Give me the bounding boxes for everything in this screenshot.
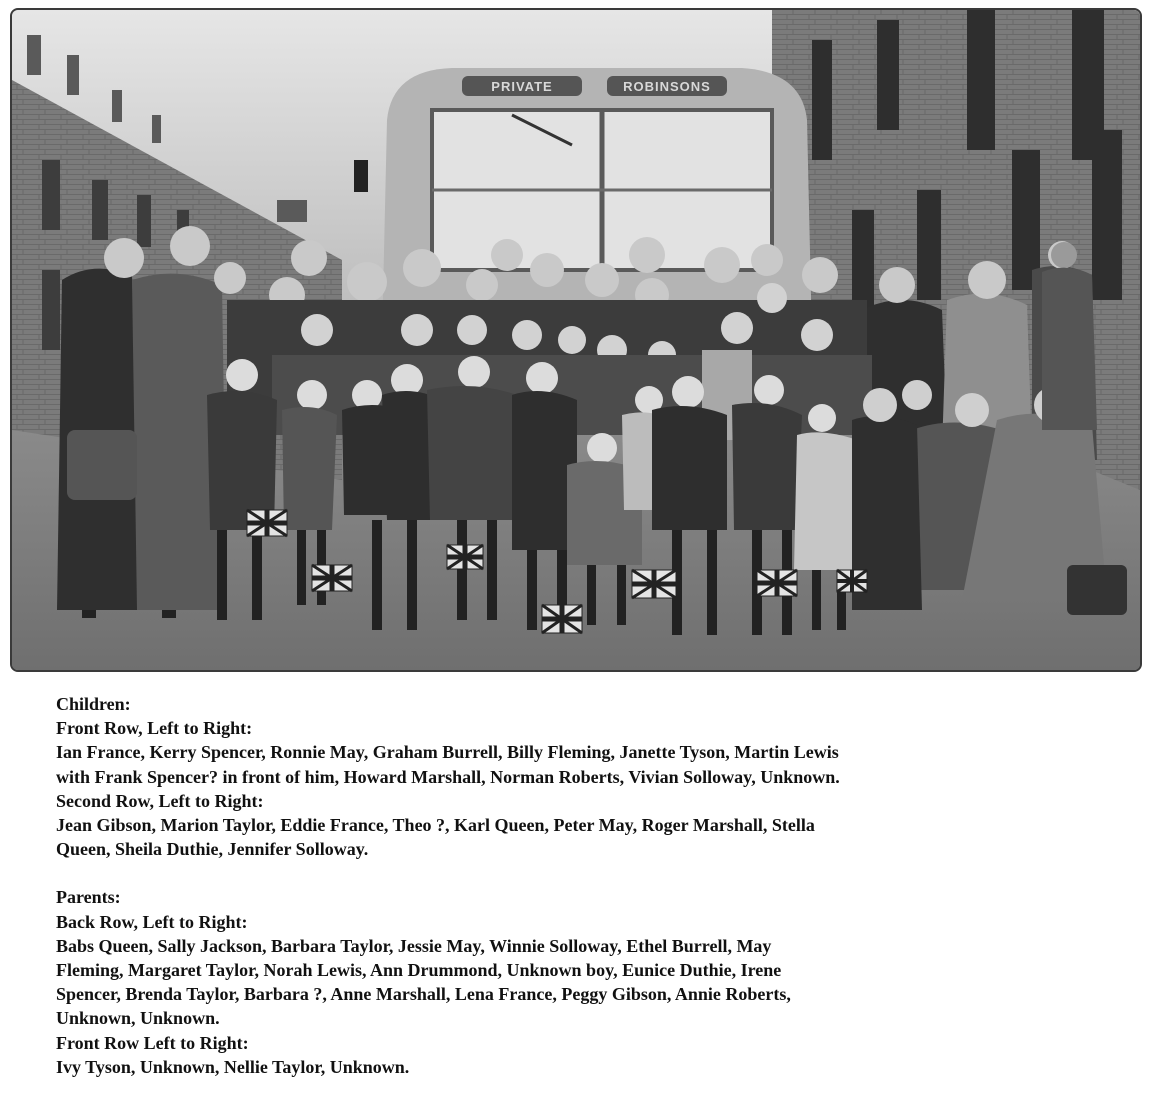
children-second-row-names-2: Queen, Sheila Duthie, Jennifer Solloway. xyxy=(56,839,369,860)
children-front-row-names-1: Ian France, Kerry Spencer, Ronnie May, Graham Burrell, Billy Fleming, Janette Tyson, Martin Lewis xyxy=(56,742,839,763)
parents-back-row-names-2: Fleming, Margaret Taylor, Norah Lewis, Ann Drummond, Unknown boy, Eunice Duthie, Irene xyxy=(56,960,782,981)
parents-heading: Parents: xyxy=(56,887,121,908)
parents-back-row-names-4: Unknown, Unknown. xyxy=(56,1008,220,1029)
photo-illustration xyxy=(12,10,1140,670)
group-photograph xyxy=(10,8,1142,672)
children-second-row-heading: Second Row, Left to Right: xyxy=(56,790,264,811)
parents-back-row-names-1: Babs Queen, Sally Jackson, Barbara Taylor, Jessie May, Winnie Solloway, Ethel Burrell, May xyxy=(56,935,772,956)
children-heading: Children: xyxy=(56,694,131,714)
parents-back-row-heading: Back Row, Left to Right: xyxy=(56,911,248,932)
coach-bus xyxy=(354,68,812,340)
parents-front-row-heading: Front Row Left to Right: xyxy=(56,1032,249,1053)
children-front-row-names-2: with Frank Spencer? in front of him, Howard Marshall, Norman Roberts, Vivian Solloway, Unknown. xyxy=(56,766,840,787)
section-gap xyxy=(56,861,1016,885)
children-second-row-names-1: Jean Gibson, Marion Taylor, Eddie France, Theo ?, Karl Queen, Peter May, Roger Marshall, Stella xyxy=(56,815,815,836)
photo-caption xyxy=(56,692,1016,1079)
bus-sign-left: PRIVATE xyxy=(491,79,553,94)
parents-back-row-names-3: Spencer, Brenda Taylor, Barbara ?, Anne Marshall, Lena France, Peggy Gibson, Annie Roberts, xyxy=(56,984,791,1005)
bus-sign-right: ROBINSONS xyxy=(623,79,711,94)
children-front-row-heading: Front Row, Left to Right: xyxy=(56,718,253,739)
parents-front-row-names-1: Ivy Tyson, Unknown, Nellie Taylor, Unknown. xyxy=(56,1056,410,1077)
